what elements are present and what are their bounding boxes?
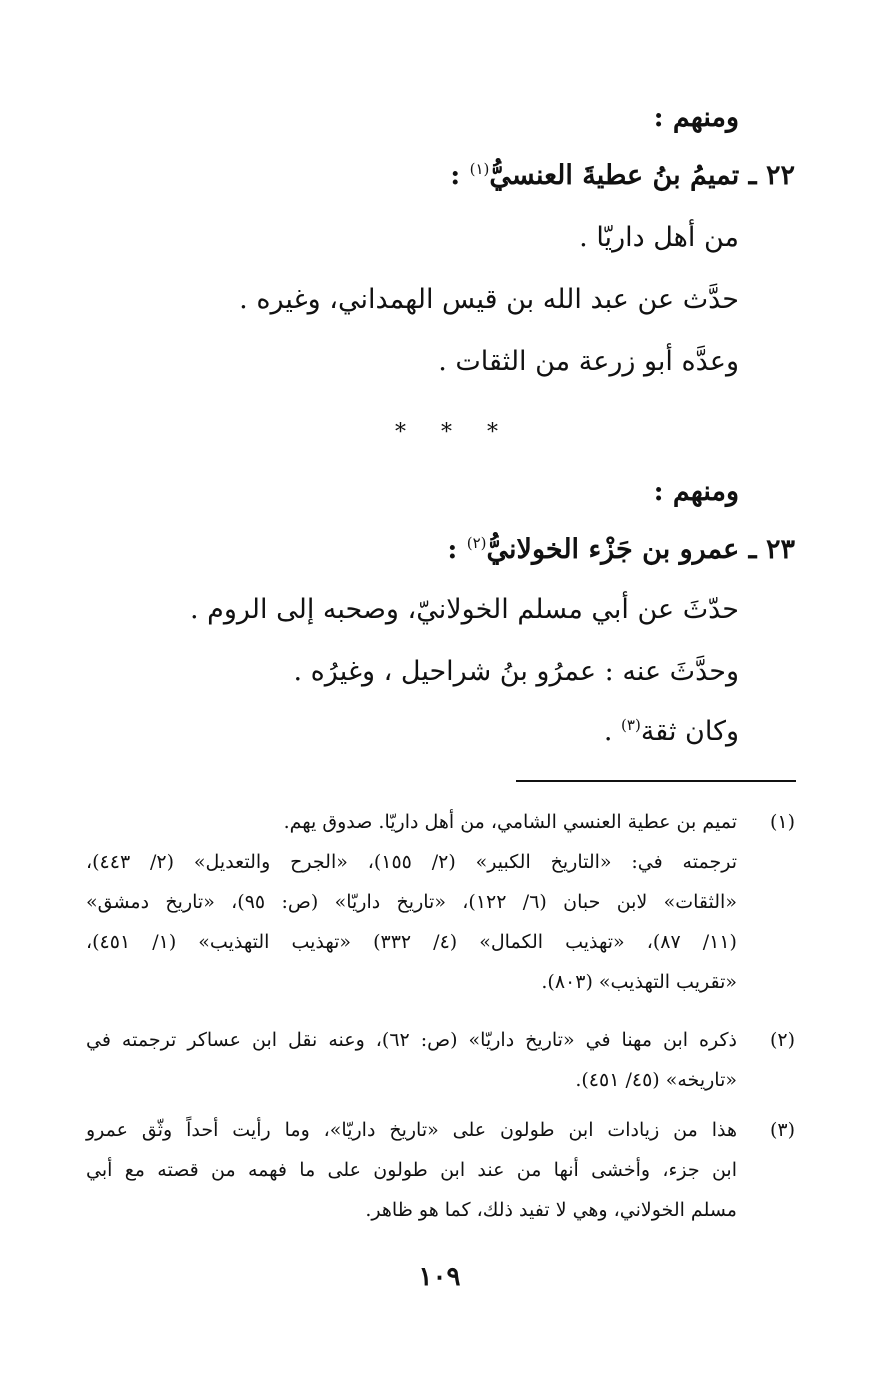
footnote-line: مسلم الخولاني، وهي لا تفيد ذلك، كما هو ظاهر. <box>365 1199 737 1221</box>
entry-name: عمرو بن جَزْء الخولانيُّ <box>486 534 740 565</box>
footnote-line: «تاريخه» (٤٥/ ٤٥١). <box>575 1069 737 1091</box>
section2-line-1: حدّثَ عن أبي مسلم الخولانيّ، وصحبه إلى الروم . <box>189 594 739 625</box>
heading-colon: : <box>450 160 461 191</box>
line-text: وكان ثقة <box>640 716 739 747</box>
heading-colon: : <box>447 534 458 565</box>
footnote-ref: (٢) <box>466 534 487 552</box>
section1-heading <box>450 160 795 191</box>
footnote-line: «تقريب التهذيب» (٨٠٣). <box>541 971 737 993</box>
entry-number: ٢٢ ـ <box>748 160 795 191</box>
line-end: . <box>603 716 613 747</box>
footnote-line: (١١/ ٨٧)، «تهذيب الكمال» (٤/ ٣٣٢) «تهذيب التهذيب» (١/ ٤٥١)، <box>86 931 737 953</box>
section2-line-2: وحدَّثَ عنه : عمرُو بنُ شراحيل ، وغيرُه . <box>293 656 739 687</box>
footnote-ref: (٣) <box>621 716 641 734</box>
footnote-2 <box>86 1020 795 1100</box>
footnote-3 <box>86 1110 795 1230</box>
section1-intro: ومنهم : <box>653 102 739 133</box>
entry-number: ٢٣ ـ <box>748 534 795 565</box>
section2-intro: ومنهم : <box>653 476 739 507</box>
footnote-number: (١) <box>769 811 795 833</box>
footnote-ref: (١) <box>469 160 490 178</box>
footnote-divider <box>516 780 796 782</box>
section1-line-3: وعدَّه أبو زرعة من الثقات . <box>438 346 739 377</box>
footnote-line: ترجمته في: «التاريخ الكبير» (٢/ ١٥٥)، «الجرح والتعديل» (٢/ ٤٤٣)، <box>86 851 737 873</box>
footnote-line: «الثقات» لابن حبان (٦/ ١٢٢)، «تاريخ داريّا» (ص: ٩٥)، «تاريخ دمشق» <box>86 891 737 913</box>
footnote-1 <box>86 802 795 1002</box>
section1-line-2: حدَّث عن عبد الله بن قيس الهمداني، وغيره . <box>239 284 739 315</box>
entry-name: تميمُ بنُ عطيةَ العنسيُّ <box>489 160 740 191</box>
footnote-line: هذا من زيادات ابن طولون على «تاريخ داريّا»، وما رأيت أحداً وثّق عمرو <box>86 1119 737 1141</box>
page-number: ١٠٩ <box>418 1262 461 1292</box>
section1-line-1: من أهل داريّا . <box>579 222 739 253</box>
footnote-line: ذكره ابن مهنا في «تاريخ داريّا» (ص: ٦٢)، وعنه نقل ابن عساكر ترجمته في <box>86 1029 737 1051</box>
footnote-line: ابن جزء، وأخشى أنها من عند ابن طولون على ما فهمه من قصته مع أبي <box>86 1159 737 1181</box>
section2-line-3 <box>604 716 739 748</box>
footnote-number: (٢) <box>769 1029 795 1051</box>
section-separator: * * * <box>395 420 512 445</box>
footnote-number: (٣) <box>769 1119 795 1141</box>
footnote-line: تميم بن عطية العنسي الشامي، من أهل داريّا. صدوق يهم. <box>283 811 737 833</box>
section2-heading <box>447 534 795 565</box>
